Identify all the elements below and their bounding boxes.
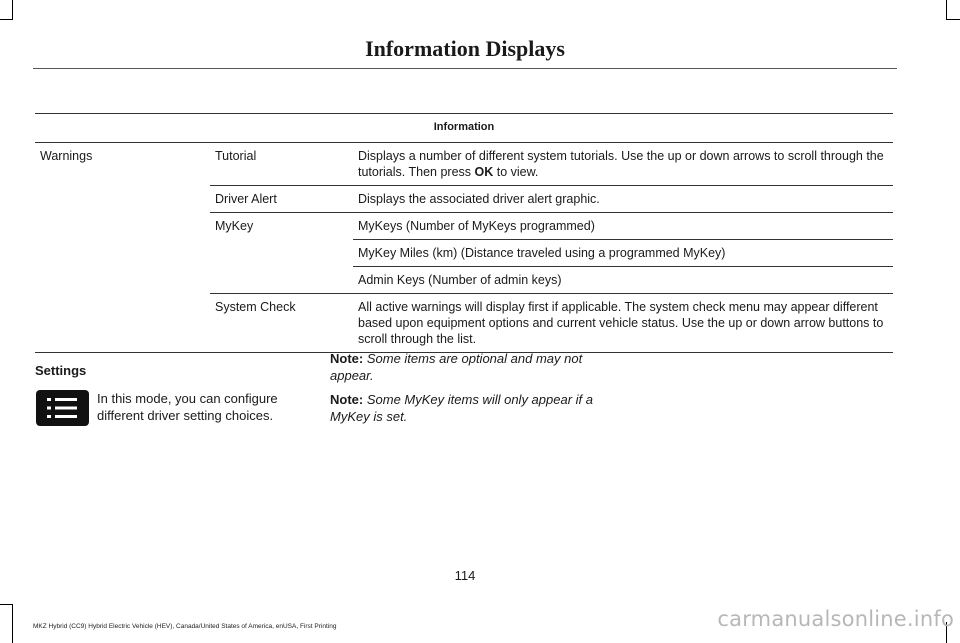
ok-button-label: OK [474, 165, 494, 179]
note [330, 391, 615, 425]
table-description-cell: MyKey Miles (km) (Distance traveled using a programmed MyKey) [353, 240, 893, 267]
note-label: Note: [330, 351, 364, 366]
crop-mark [12, 604, 13, 643]
description-text: to view. [493, 165, 539, 179]
table-description-cell: MyKeys (Number of MyKeys programmed) [353, 213, 893, 240]
page-title: Information Displays [365, 36, 565, 61]
table-category-cell: Warnings [35, 143, 210, 353]
notes-section [330, 350, 615, 432]
note-label: Note: [330, 392, 364, 407]
table-header: Information [35, 114, 893, 143]
watermark: carmanualsonline.info [717, 607, 954, 631]
table-subcategory-cell: Driver Alert [210, 186, 353, 213]
table-subcategory-cell: Tutorial [210, 143, 353, 186]
settings-heading: Settings [35, 363, 87, 378]
note-text: Some items are optional and may not appear. [330, 351, 583, 383]
crop-mark [0, 19, 13, 20]
footer-text: MKZ Hybrid (CC9) Hybrid Electric Vehicle (HEV), Canada/United States of America, enUSA, First Printing [33, 623, 337, 630]
list-menu-icon [36, 390, 89, 426]
crop-mark [946, 19, 960, 20]
crop-mark [946, 0, 947, 20]
settings-description: In this mode, you can configure different driver setting choices. [97, 391, 278, 423]
table-description-cell: Admin Keys (Number of admin keys) [353, 267, 893, 294]
description-text: Displays a number of different system tutorials. Use the up or down arrows to scroll through the tutorials. Then press [358, 149, 884, 179]
note-text: Some MyKey items will only appear if a MyKey is set. [330, 392, 593, 424]
settings-menu-icon [36, 390, 89, 426]
crop-mark [0, 604, 13, 605]
table-subcategory-cell: MyKey [210, 213, 353, 294]
information-table [35, 113, 893, 353]
header-divider [33, 68, 897, 69]
table-subcategory-cell: System Check [210, 294, 353, 353]
table-description-cell: Displays the associated driver alert graphic. [353, 186, 893, 213]
note [330, 350, 615, 384]
crop-mark [12, 0, 13, 20]
page-number: 114 [454, 568, 476, 583]
table-description-cell [353, 143, 893, 186]
table-description-cell: All active warnings will display first if applicable. The system check menu may appear different based upon equipment options and current vehicle status. Use the up or down arrow buttons to scroll through the list. [353, 294, 893, 353]
